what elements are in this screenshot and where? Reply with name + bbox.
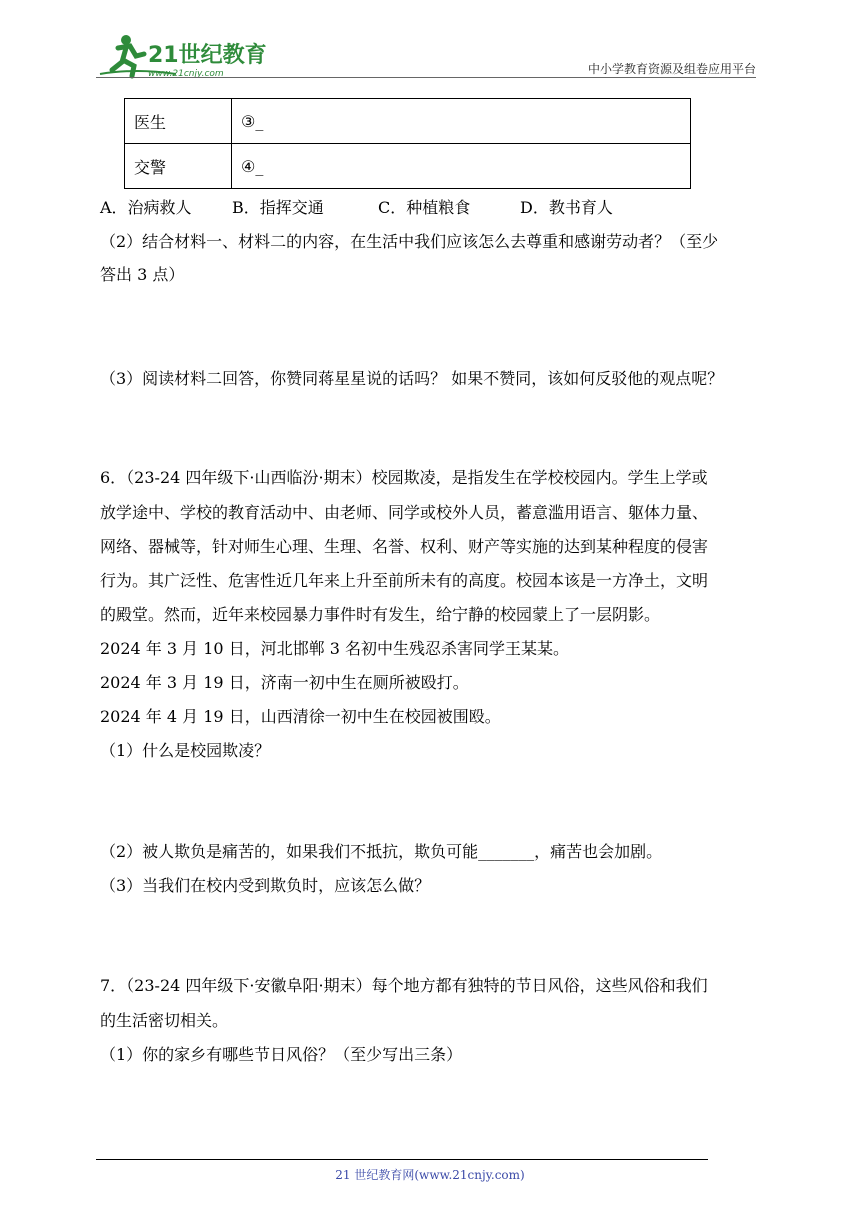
header-platform-text: 中小学教育资源及组卷应用平台 [587, 62, 756, 76]
role-table [124, 98, 691, 189]
q5-part2-line2: 答出 3 点） [100, 265, 185, 284]
site-logo [96, 32, 266, 80]
q6-event: 2024 年 3 月 10 日，河北邯郸 3 名初中生残忍杀害同学王某某。 [100, 639, 570, 658]
table-row [125, 99, 691, 144]
q6-line: 网络、器械等，针对师生心理、生理、名誉、权利、财产等实施的达到某种程度的侵害 [100, 537, 709, 556]
q6-part1: （1）什么是校园欺凌？ [100, 741, 271, 760]
runner-logo-icon [96, 32, 266, 80]
footer-divider [96, 1159, 708, 1160]
q5-part2-line1: （2）结合材料一、材料二的内容，在生活中我们应该怎么去尊重和感谢劳动者？（至少 [100, 232, 719, 251]
q6-line: 6．（23-24 四年级下·山西临汾·期末）校园欺凌，是指发生在学校校园内。学生上学或 [100, 468, 708, 487]
option-c: C．种植粮食 [378, 198, 471, 217]
option-a: A．治病救人 [100, 198, 192, 217]
q6-line: 放学途中、学校的教育活动中、由老师、同学或校外人员，蓄意滥用语言、躯体力量、 [100, 503, 709, 522]
header-divider [96, 77, 756, 78]
logo-url: www.21cnjy.com [148, 69, 224, 79]
q7-line2: 的生活密切相关。 [100, 1011, 229, 1030]
q7-line1: 7．（23-24 四年级下·安徽阜阳·期末）每个地方都有独特的节日风俗，这些风俗和我们 [100, 976, 708, 995]
answer-options [100, 198, 613, 218]
table-cell-answer: ④_ [232, 144, 691, 189]
option-b: B．指挥交通 [232, 198, 324, 217]
q7-part1: （1）你的家乡有哪些节日风俗？（至少写出三条） [100, 1045, 463, 1064]
table-cell-role: 医生 [125, 99, 232, 144]
q5-part3: （3）阅读材料二回答，你赞同蒋星星说的话吗？ 如果不赞同，该如何反驳他的观点呢？ [100, 369, 724, 388]
q6-part2: （2）被人欺负是痛苦的，如果我们不抵抗，欺负可能_______，痛苦也会加剧。 [100, 842, 663, 861]
q6-event: 2024 年 4 月 19 日，山西清徐一初中生在校园被围殴。 [100, 707, 501, 726]
footer-link[interactable]: 21 世纪教育网(www.21cnjy.com) [335, 1168, 525, 1182]
q6-event: 2024 年 3 月 19 日，济南一初中生在厕所被殴打。 [100, 673, 469, 692]
option-d: D．教书育人 [520, 198, 613, 217]
table-row [125, 144, 691, 189]
table-cell-role: 交警 [125, 144, 232, 189]
q6-line: 的殿堂。然而，近年来校园暴力事件时有发生，给宁静的校园蒙上了一层阴影。 [100, 605, 661, 624]
q6-part3: （3）当我们在校内受到欺负时，应该怎么做？ [100, 876, 431, 895]
logo-text: 21世纪教育 [148, 43, 266, 68]
q6-line: 行为。其广泛性、危害性近几年来上升至前所未有的高度。校园本该是一方净土，文明 [100, 571, 709, 590]
table-cell-answer: ③_ [232, 99, 691, 144]
